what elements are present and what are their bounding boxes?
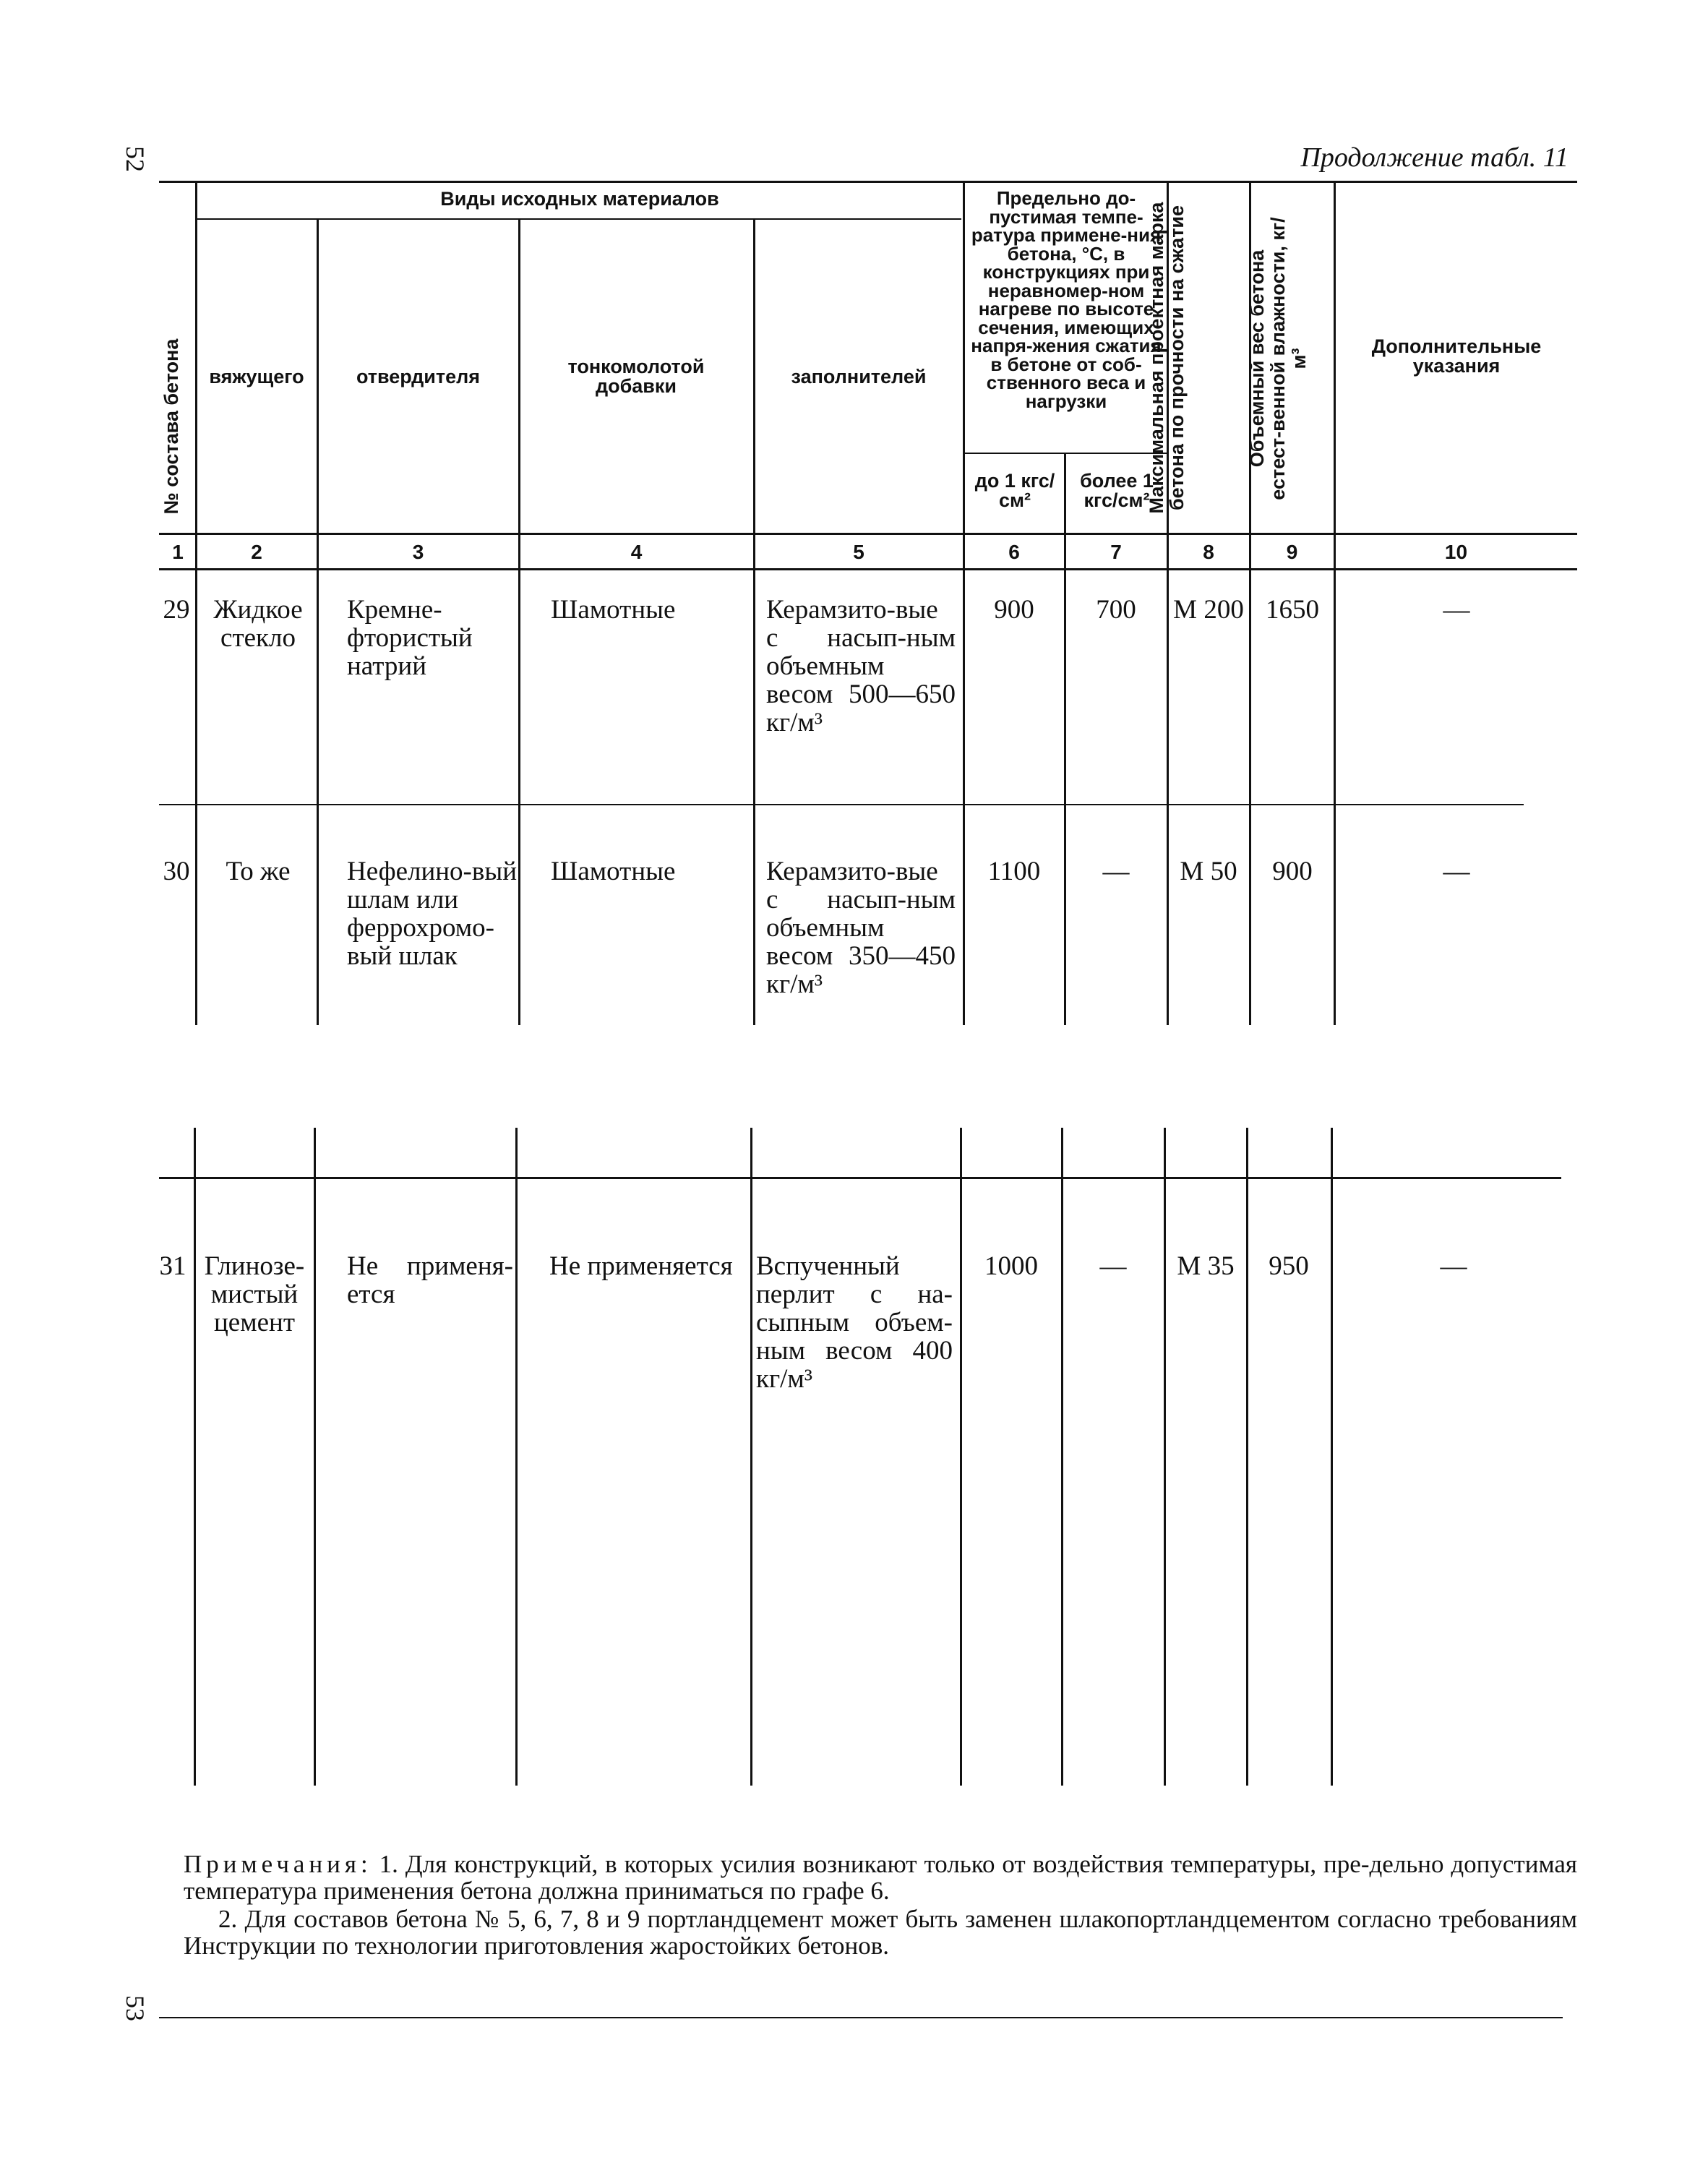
table-row-31-binder: Глинозе-мистый цемент xyxy=(204,1251,305,1337)
note-1-text: 1. Для конструкций, в которых усилия возникают только от воздействия температуры, пре-дельно допустимая температура применения бетона должна приниматься по графе 6. xyxy=(184,1850,1577,1905)
column-header-composition-number: № состава бетона xyxy=(160,338,182,515)
body-divider xyxy=(195,570,197,1025)
table-row-29-hardener: Кремне-фтористый натрий xyxy=(347,595,473,681)
column-numbers-rule xyxy=(159,568,1577,570)
column-number: 2 xyxy=(251,541,262,563)
table-row-29-temp-low: 900 xyxy=(994,595,1034,625)
header-divider xyxy=(963,182,965,568)
column-header-notes: Дополнительные указания xyxy=(1371,335,1542,377)
column-number: 3 xyxy=(412,541,424,563)
table-row-29-binder: Жидкое стекло xyxy=(213,595,303,653)
body-divider xyxy=(1164,1128,1166,1786)
column-number: 8 xyxy=(1203,541,1214,563)
table-row-31-hardener: Не применя-ется xyxy=(347,1251,513,1309)
column-number: 5 xyxy=(853,541,864,563)
body-divider xyxy=(1064,570,1066,1025)
table-row-31-notes: — xyxy=(1440,1251,1467,1281)
body-divider xyxy=(750,1128,752,1786)
table-row-31-density: 950 xyxy=(1269,1251,1309,1281)
body-divider xyxy=(1167,570,1169,1025)
table-row-31-number: 31 xyxy=(159,1251,186,1281)
note-1 xyxy=(184,1851,1577,1904)
materials-group-underline xyxy=(197,218,961,220)
column-header-hardener: отвердителя xyxy=(356,366,480,387)
column-number: 1 xyxy=(172,541,184,563)
table-row-30-temp-high: — xyxy=(1102,857,1130,886)
row-separator xyxy=(159,804,1524,805)
continuation-title: Продолжение табл. 11 xyxy=(1300,142,1568,173)
page-bottom-rule xyxy=(159,2017,1563,2018)
body-divider xyxy=(1334,570,1336,1025)
column-number: 6 xyxy=(1008,541,1020,563)
table-row-30-number: 30 xyxy=(163,857,190,886)
body-divider xyxy=(194,1128,196,1786)
column-header-additive: тонкомолотой добавки xyxy=(567,356,705,397)
table-row-30-binder: То же xyxy=(226,857,291,886)
column-header-temp-high: более 1 кгс/см² xyxy=(1080,470,1154,511)
table-row-29-notes: — xyxy=(1443,595,1470,625)
note-2: 2. Для составов бетона № 5, 6, 7, 8 и 9 портландцемент может быть заменен шлакопортландцементом согласно требованиям Инструкции по технологии приготовления жаростойких бетонов. xyxy=(184,1905,1577,1960)
notes-label: Примечания: xyxy=(184,1850,372,1878)
table-row-29-additive: Шамотные xyxy=(551,595,676,625)
table-row-29-number: 29 xyxy=(163,595,190,625)
column-header-filler: заполнителей xyxy=(791,366,927,387)
body-divider xyxy=(515,1128,518,1786)
column-number: 7 xyxy=(1110,541,1122,563)
body-divider xyxy=(963,570,965,1025)
column-number: 9 xyxy=(1286,541,1298,563)
table-row-30-hardener: Нефелино-вый шлам или феррохромо-вый шлак xyxy=(347,857,518,971)
column-header-temp-low: до 1 кгс/см² xyxy=(974,470,1055,511)
body-divider xyxy=(753,570,755,1025)
header-divider xyxy=(317,220,319,568)
body-divider xyxy=(1331,1128,1333,1786)
table-row-30-additive: Шамотные xyxy=(551,857,676,886)
table-row-29-temp-high: 700 xyxy=(1096,595,1136,625)
table-row-31-additive: Не применяется xyxy=(549,1251,733,1281)
body-divider xyxy=(1246,1128,1248,1786)
column-number: 10 xyxy=(1444,541,1468,563)
body-divider xyxy=(960,1128,962,1786)
column-header-grade: Максимальная проектная марка бетона по прочности на сжатие xyxy=(1146,202,1188,514)
table-row-30-density: 900 xyxy=(1272,857,1313,886)
header-bottom-rule xyxy=(159,533,1577,535)
column-header-density: Объемный вес бетона естест-венной влажности, кг/м³ xyxy=(1246,217,1310,500)
materials-group-header: Виды исходных материалов xyxy=(440,188,719,210)
body-divider xyxy=(1061,1128,1063,1786)
temperature-group-header: Предельно до-пустимая темпе-ратура примене-ния бетона, °С, в конструкциях при неравномер-ном нагреве по высоте сечения, имеющих напря-жения сжатия в бетоне от соб-ственного веса и нагрузки xyxy=(971,187,1162,412)
table-row-31-temp-high: — xyxy=(1099,1251,1127,1281)
body-divider xyxy=(518,570,520,1025)
continuation-rule xyxy=(159,1177,1561,1179)
table-row-29-grade: М 200 xyxy=(1173,595,1244,625)
column-header-binder: вяжущего xyxy=(209,366,304,387)
table-row-30-temp-low: 1100 xyxy=(987,857,1041,886)
table-row-30-grade: М 50 xyxy=(1180,857,1237,886)
table-row-31-grade: М 35 xyxy=(1177,1251,1235,1281)
body-divider xyxy=(317,570,319,1025)
page-number-bottom: 53 xyxy=(121,1995,150,2021)
header-divider xyxy=(518,220,520,568)
body-divider xyxy=(314,1128,316,1786)
body-divider xyxy=(1249,570,1251,1025)
page-number-top: 52 xyxy=(121,146,150,172)
table-row-30-notes: — xyxy=(1443,857,1470,886)
column-number: 4 xyxy=(630,541,643,563)
table-row-31-temp-low: 1000 xyxy=(984,1251,1038,1281)
table-row-31-filler: Вспученный перлит с на-сыпным объем-ным весом 400 кг/м³ xyxy=(756,1251,953,1394)
header-divider xyxy=(1334,182,1336,568)
table-row-29-filler: Керамзито-вые с насып-ным объемным весом 500—650 кг/м³ xyxy=(766,595,956,737)
table-row-30-filler: Керамзито-вые с насып-ным объемным весом 350—450 кг/м³ xyxy=(766,857,956,999)
table-top-rule xyxy=(159,181,1577,183)
table-row-29-density: 1650 xyxy=(1266,595,1319,625)
header-divider xyxy=(753,220,755,568)
